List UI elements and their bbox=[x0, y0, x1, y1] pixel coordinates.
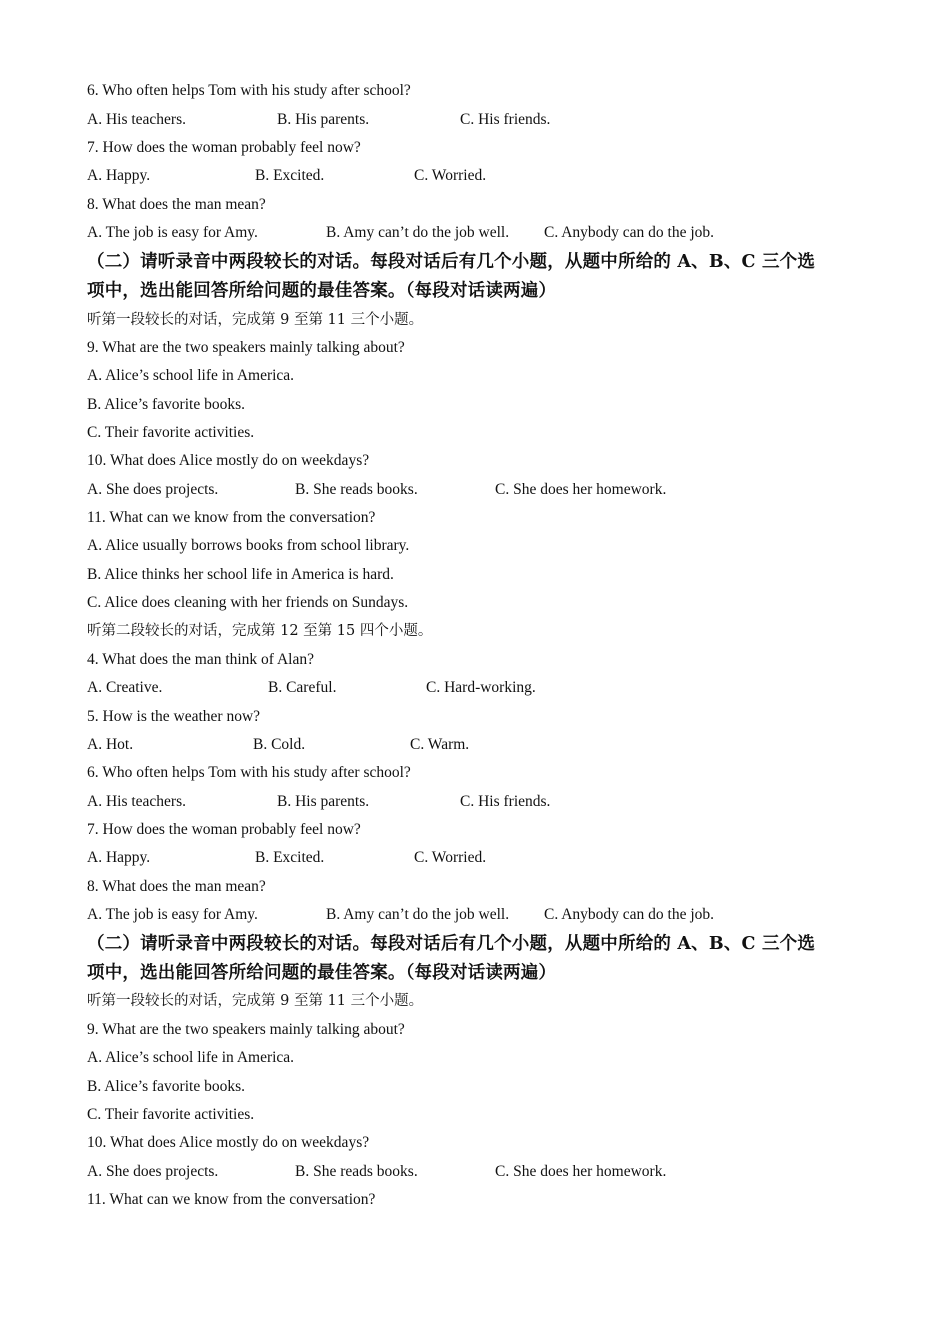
options-q8 bbox=[87, 905, 887, 925]
option-c: C. She does her homework. bbox=[495, 481, 667, 498]
option-b: B. She reads books. bbox=[295, 481, 418, 498]
instruction-dialogue-2: 听第二段较长的对话，完成第 12 至第 15 四个小题。 bbox=[87, 623, 433, 639]
options-q5 bbox=[87, 735, 887, 755]
option-b: B. Alice’s favorite books. bbox=[87, 1078, 245, 1095]
option-a: A. Alice usually borrows books from school library. bbox=[87, 537, 410, 554]
option-c: C. Worried. bbox=[414, 167, 487, 184]
option-c: C. She does her homework. bbox=[495, 1163, 667, 1180]
options-q10 bbox=[87, 1162, 887, 1182]
question-7: 7. How does the woman probably feel now? bbox=[87, 821, 361, 838]
options-q6 bbox=[87, 792, 887, 812]
option-c: C. Worried. bbox=[414, 849, 487, 866]
question-9: 9. What are the two speakers mainly talking about? bbox=[87, 1021, 405, 1038]
option-b: B. Excited. bbox=[255, 167, 325, 184]
option-b: B. Alice’s favorite books. bbox=[87, 396, 245, 413]
question-10: 10. What does Alice mostly do on weekdays? bbox=[87, 1134, 370, 1151]
section-heading-line1: （二）请听录音中两段较长的对话。每段对话后有几个小题，从题中所给的 A、B、C 三个选 bbox=[87, 252, 816, 272]
question-9: 9. What are the two speakers mainly talking about? bbox=[87, 339, 405, 356]
option-b: B. Careful. bbox=[268, 679, 337, 696]
option-c: C. Their favorite activities. bbox=[87, 424, 255, 441]
section-heading-line2: 项中，选出能回答所给问题的最佳答案。（每段对话读两遍） bbox=[87, 963, 557, 983]
question-10: 10. What does Alice mostly do on weekdays? bbox=[87, 452, 370, 469]
section-heading-line1: （二）请听录音中两段较长的对话。每段对话后有几个小题，从题中所给的 A、B、C 三个选 bbox=[87, 934, 816, 954]
option-c: C. Hard-working. bbox=[426, 679, 536, 696]
option-b: B. She reads books. bbox=[295, 1163, 418, 1180]
question-11: 11. What can we know from the conversation? bbox=[87, 509, 376, 526]
option-a: A. Hot. bbox=[87, 736, 134, 753]
option-c: C. His friends. bbox=[460, 111, 551, 128]
options-q7 bbox=[87, 166, 887, 186]
option-b: B. Amy can’t do the job well. bbox=[326, 906, 510, 923]
option-b: B. Excited. bbox=[255, 849, 325, 866]
options-q6 bbox=[87, 110, 887, 130]
option-a: A. Happy. bbox=[87, 849, 151, 866]
option-c: C. Alice does cleaning with her friends on Sundays. bbox=[87, 594, 409, 611]
option-a: A. His teachers. bbox=[87, 111, 186, 128]
option-c: C. His friends. bbox=[460, 793, 551, 810]
question-4: 4. What does the man think of Alan? bbox=[87, 651, 314, 668]
question-8: 8. What does the man mean? bbox=[87, 878, 266, 895]
instruction-dialogue-1: 听第一段较长的对话，完成第 9 至第 11 三个小题。 bbox=[87, 312, 424, 328]
option-b: B. His parents. bbox=[277, 111, 370, 128]
question-7: 7. How does the woman probably feel now? bbox=[87, 139, 361, 156]
question-6: 6. Who often helps Tom with his study after school? bbox=[87, 82, 411, 99]
option-c: C. Their favorite activities. bbox=[87, 1106, 255, 1123]
option-b: B. Alice thinks her school life in America is hard. bbox=[87, 566, 394, 583]
option-c: C. Anybody can do the job. bbox=[544, 224, 715, 241]
option-a: A. She does projects. bbox=[87, 481, 219, 498]
section-heading-line2: 项中，选出能回答所给问题的最佳答案。（每段对话读两遍） bbox=[87, 281, 557, 301]
option-a: A. The job is easy for Amy. bbox=[87, 906, 258, 923]
option-a: A. Happy. bbox=[87, 167, 151, 184]
option-a: A. Creative. bbox=[87, 679, 163, 696]
option-b: B. Amy can’t do the job well. bbox=[326, 224, 510, 241]
option-a: A. The job is easy for Amy. bbox=[87, 224, 258, 241]
instruction-dialogue-1: 听第一段较长的对话，完成第 9 至第 11 三个小题。 bbox=[87, 993, 424, 1009]
option-a: A. His teachers. bbox=[87, 793, 186, 810]
option-a: A. She does projects. bbox=[87, 1163, 219, 1180]
option-a: A. Alice’s school life in America. bbox=[87, 367, 295, 384]
option-a: A. Alice’s school life in America. bbox=[87, 1049, 295, 1066]
options-q7 bbox=[87, 848, 887, 868]
options-q4 bbox=[87, 678, 887, 698]
options-q10 bbox=[87, 480, 887, 500]
question-8: 8. What does the man mean? bbox=[87, 196, 266, 213]
options-q8 bbox=[87, 223, 887, 243]
question-11: 11. What can we know from the conversation? bbox=[87, 1191, 376, 1208]
question-6: 6. Who often helps Tom with his study after school? bbox=[87, 764, 411, 781]
option-b: B. His parents. bbox=[277, 793, 370, 810]
option-b: B. Cold. bbox=[253, 736, 306, 753]
question-5: 5. How is the weather now? bbox=[87, 708, 261, 725]
option-c: C. Warm. bbox=[410, 736, 470, 753]
option-c: C. Anybody can do the job. bbox=[544, 906, 715, 923]
